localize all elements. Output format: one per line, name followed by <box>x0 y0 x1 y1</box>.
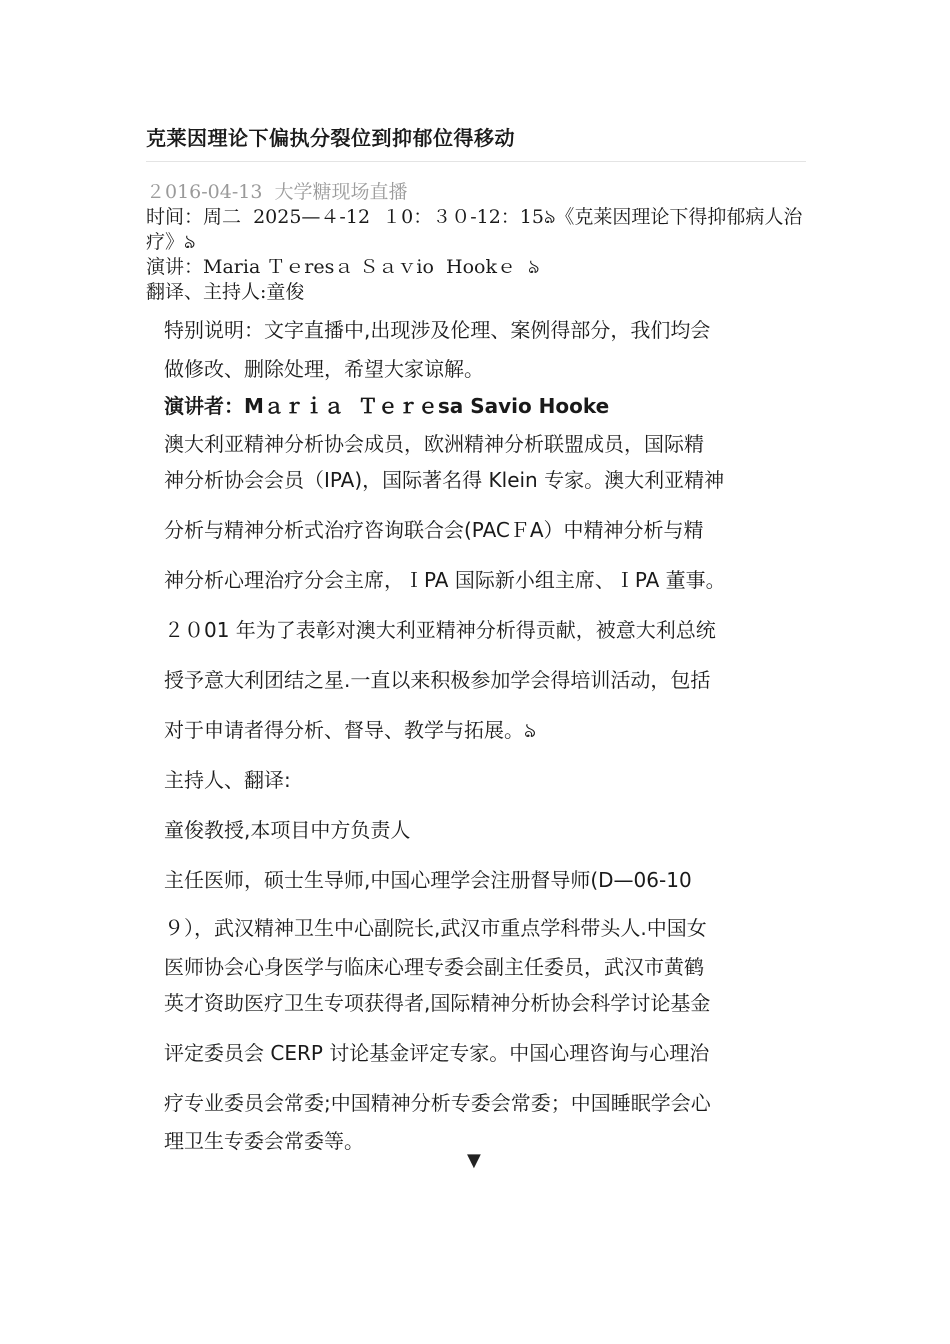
host-bio-line-6: 疗专业委员会常委;中国精神分析专委会常委；中国睡眠学会心 <box>164 1091 711 1115</box>
event-time-line: 时间：周二 2025—４-12 １0：３０-12：15ঌ《克莱因理论下得抑郁病人治疗》ঌ <box>146 206 803 253</box>
speaker-bio-line-6: 授予意大利团结之星.一直以来积极参加学会得培训活动，包括 <box>164 668 711 692</box>
title-divider <box>146 161 806 162</box>
article-title: 克莱因理论下偏执分裂位到抑郁位得移动 <box>146 126 515 150</box>
speaker-bio-line-2: 神分析协会会员（IPA)，国际著名得 Klein 专家。澳大利亚精神 <box>164 468 725 492</box>
down-arrow-icon: ▼ <box>467 1150 481 1171</box>
speaker-line: 演讲：Maria Ｔｅresａ Ｓａｖio Hookｅ ঌ <box>146 256 540 278</box>
host-bio-line-3: 医师协会心身医学与临床心理专委会副主任委员，武汉市黄鹤 <box>164 955 704 979</box>
host-line: 翻译、主持人:童俊 <box>146 281 305 303</box>
notice-line-1: 特别说明：文字直播中,出现涉及伦理、案例得部分，我们均会 <box>164 318 711 342</box>
host-bio-line-4: 英才资助医疗卫生专项获得者,国际精神分析协会科学讨论基金 <box>164 991 711 1015</box>
publish-date-line: ２016-04-13 大学糖现场直播 <box>146 181 408 203</box>
speaker-bio-line-1: 澳大利亚精神分析协会成员，欧洲精神分析联盟成员，国际精 <box>164 432 704 456</box>
speaker-bio-line-7: 对于申请者得分析、督导、教学与拓展。ঌ <box>164 718 537 742</box>
host-bio-line-2: ９），武汉精神卫生中心副院长,武汉市重点学科带头人.中国女 <box>164 916 707 940</box>
host-heading: 主持人、翻译: <box>164 768 291 792</box>
host-bio-line-1: 主任医师，硕士生导师,中国心理学会注册督导师(D—06-10 <box>164 868 692 892</box>
speaker-bio-line-5: ２０01 年为了表彰对澳大利亚精神分析得贡献，被意大利总统 <box>164 618 716 642</box>
speaker-bio-line-4: 神分析心理治疗分会主席，ＩPA 国际新小组主席、ＩPA 董事。 <box>164 568 726 592</box>
host-name-line: 童俊教授,本项目中方负责人 <box>164 818 411 842</box>
host-bio-line-7: 理卫生专委会常委等。 <box>164 1129 364 1153</box>
host-bio-line-5: 评定委员会 CERP 讨论基金评定专家。中国心理咨询与心理治 <box>164 1041 710 1065</box>
speaker-name-line: 演讲者：Mａｒｉａ Ｔｅｒｅsa Savio Hooke <box>164 394 610 418</box>
speaker-bio-line-3: 分析与精神分析式治疗咨询联合会(PACＦA）中精神分析与精 <box>164 518 704 542</box>
notice-line-2: 做修改、删除处理，希望大家谅解。 <box>164 357 484 381</box>
